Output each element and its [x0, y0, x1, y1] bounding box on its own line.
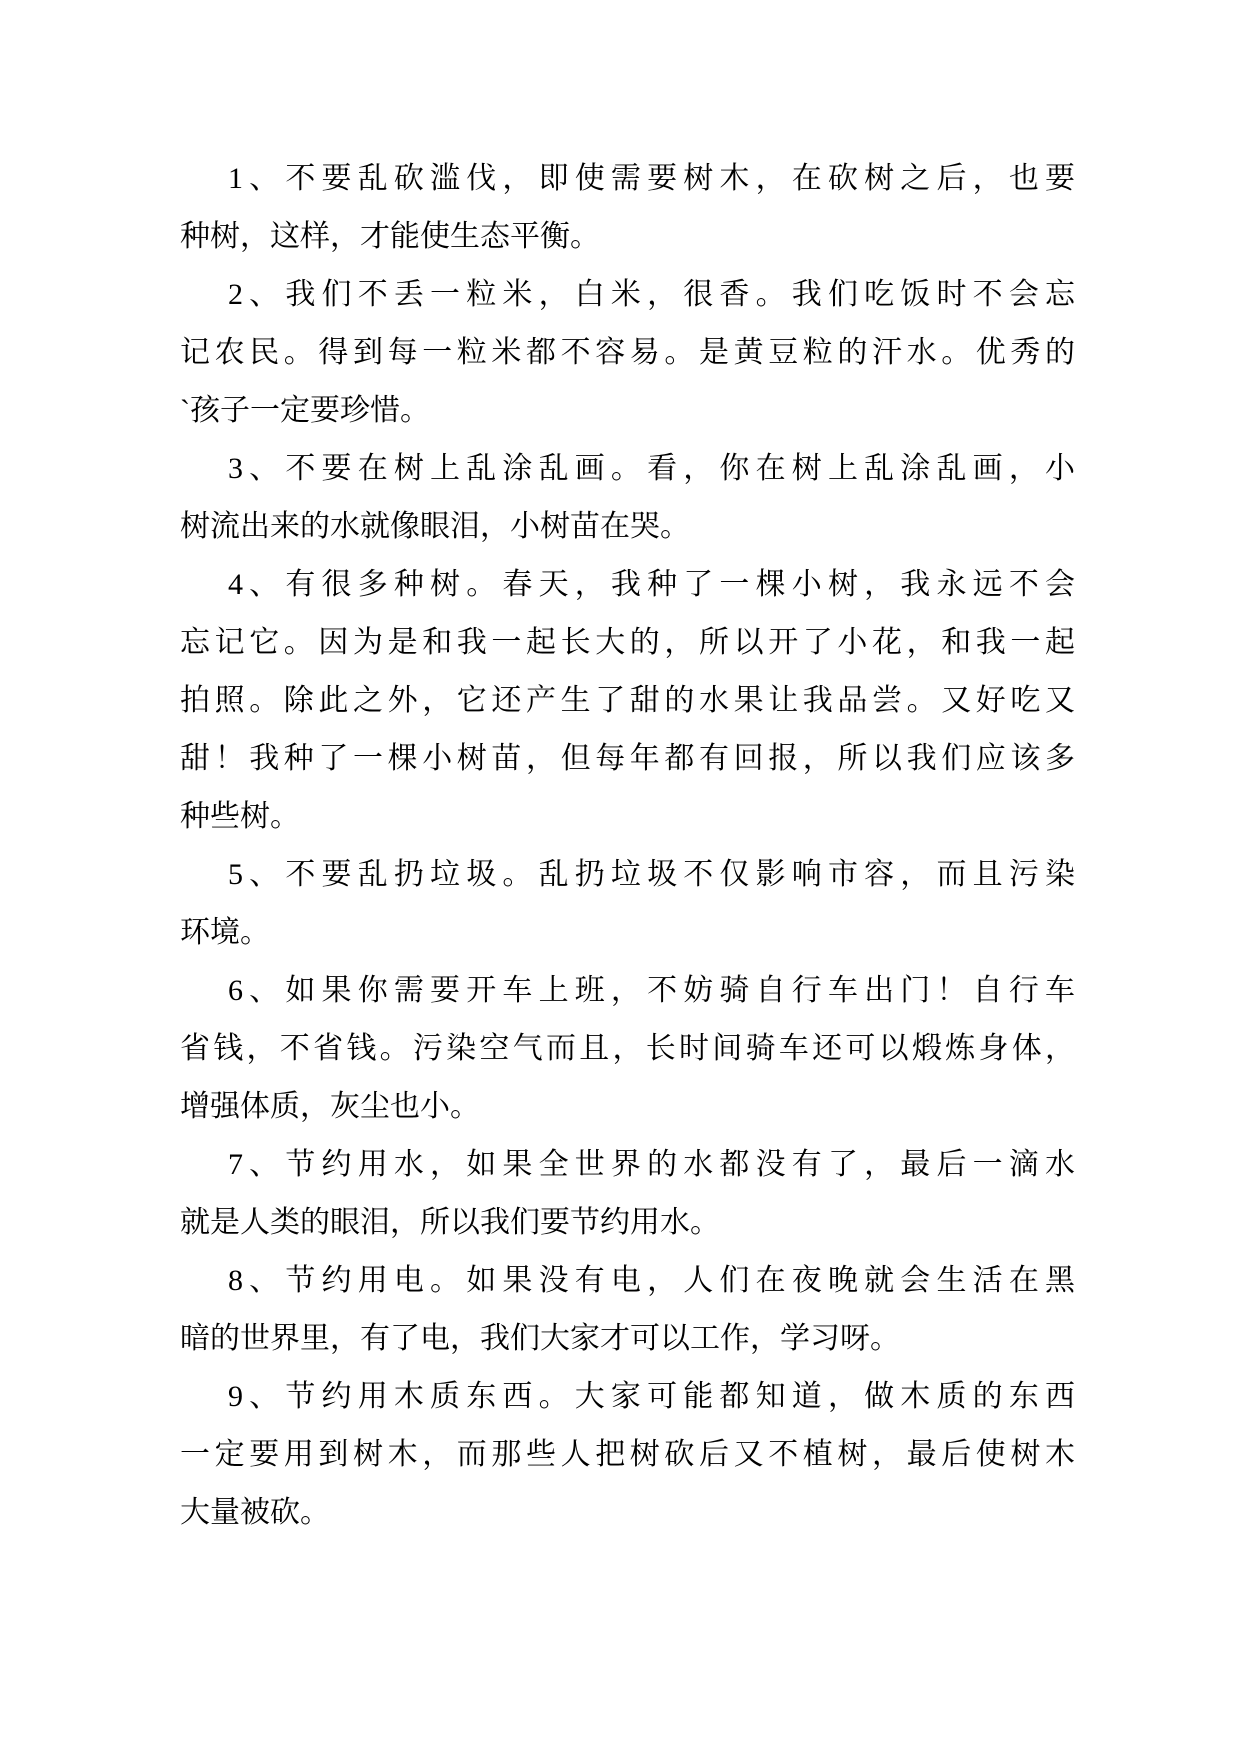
- paragraph-line: 甜！我种了一棵小树苗，但每年都有回报，所以我们应该多: [180, 742, 1075, 775]
- paragraph-line: 8、节约用电。如果没有电，人们在夜晚就会生活在黑: [228, 1264, 1075, 1297]
- paragraph-line: 7、节约用水，如果全世界的水都没有了，最后一滴水: [228, 1148, 1075, 1181]
- paragraph-line: 3、不要在树上乱涂乱画。看，你在树上乱涂乱画，小: [228, 452, 1075, 485]
- paragraph-line: 一定要用到树木，而那些人把树砍后又不植树，最后使树木: [180, 1438, 1075, 1471]
- paragraph-line: 记农民。得到每一粒米都不容易。是黄豆粒的汗水。优秀的: [180, 336, 1075, 369]
- paragraph-line: 增强体质，灰尘也小。: [180, 1090, 480, 1123]
- paragraph-line: 暗的世界里，有了电，我们大家才可以工作，学习呀。: [180, 1322, 900, 1355]
- paragraph-line: 忘记它。因为是和我一起长大的，所以开了小花，和我一起: [180, 626, 1075, 659]
- paragraph-line: `孩子一定要珍惜。: [180, 394, 430, 427]
- paragraph: [180, 150, 1075, 266]
- paragraph-line: 1、不要乱砍滥伐，即使需要树木，在砍树之后，也要: [228, 162, 1075, 195]
- paragraph: [180, 1136, 1075, 1252]
- paragraph-line: 种树，这样，才能使生态平衡。: [180, 220, 600, 253]
- paragraph: [180, 556, 1075, 846]
- paragraph-line: 种些树。: [180, 800, 300, 833]
- paragraph: [180, 1252, 1075, 1368]
- paragraph-line: 4、有很多种树。春天，我种了一棵小树，我永远不会: [228, 568, 1075, 601]
- paragraph-line: 6、如果你需要开车上班，不妨骑自行车出门！自行车: [228, 974, 1075, 1007]
- paragraph-line: 树流出来的水就像眼泪，小树苗在哭。: [180, 510, 690, 543]
- paragraph: [180, 1368, 1075, 1542]
- paragraph-line: 5、不要乱扔垃圾。乱扔垃圾不仅影响市容，而且污染: [228, 858, 1075, 891]
- paragraph-line: 大量被砍。: [180, 1496, 330, 1529]
- paragraph-line: 环境。: [180, 916, 270, 949]
- paragraph: [180, 846, 1075, 962]
- paragraph-line: 9、节约用木质东西。大家可能都知道，做木质的东西: [228, 1380, 1075, 1413]
- paragraph-line: 拍照。除此之外，它还产生了甜的水果让我品尝。又好吃又: [180, 684, 1075, 717]
- paragraph-line: 省钱，不省钱。污染空气而且，长时间骑车还可以煅炼身体，: [180, 1032, 1075, 1065]
- paragraph: [180, 962, 1075, 1136]
- paragraph-line: 2、我们不丢一粒米，白米，很香。我们吃饭时不会忘: [228, 278, 1075, 311]
- paragraph: [180, 266, 1075, 440]
- document-body: [180, 150, 1075, 1542]
- paragraph-line: 就是人类的眼泪，所以我们要节约用水。: [180, 1206, 720, 1239]
- paragraph: [180, 440, 1075, 556]
